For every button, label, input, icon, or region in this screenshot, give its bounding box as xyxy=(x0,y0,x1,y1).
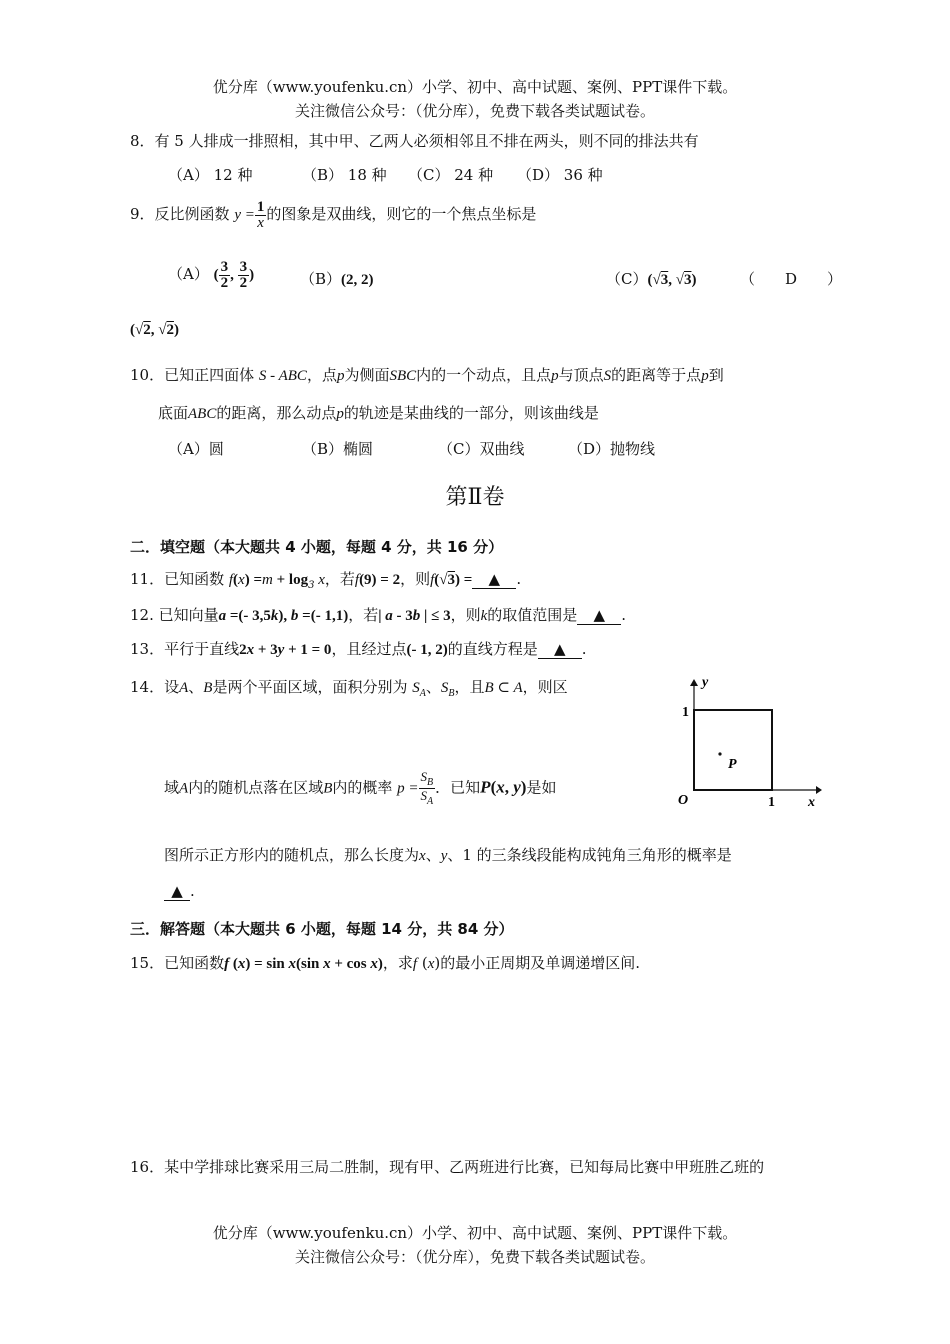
y-axis-arrow-icon xyxy=(690,679,698,686)
q16: 16．某中学排球比赛采用三局二胜制，现有甲、乙两班进行比赛，已知每局比赛中甲班胜乙班的 xyxy=(130,1158,765,1176)
q8-option-d: （D） 36 种 xyxy=(517,166,603,184)
q15: 15．已知函数f (x) = sin x(sin x + cos x)，求f (x)的最小正周期及单调递增区间. xyxy=(130,954,640,972)
point-p-label: P xyxy=(728,757,737,772)
q13-answer-blank[interactable]: ▲ xyxy=(538,640,582,659)
q10-line-2: 底面ABC的距离，那么动点p的轨迹是某曲线的一部分，则该曲线是 xyxy=(158,404,599,422)
q9-option-d-value: (√2, √2) xyxy=(130,322,179,338)
q9-option-c: （C）(√3, √3) xyxy=(606,270,697,288)
q14-line-3: 图所示正方形内的随机点，那么长度为x、y、1 的三条线段能构成钝角三角形的概率是 xyxy=(164,846,732,864)
q14-line-2: 域A内的随机点落在区域B内的概率 p = $\frac{S_B}{S_A}$ ．已知P(x, y)是如 xyxy=(164,769,557,807)
q9-option-b: （B）(2, 2) xyxy=(300,270,374,288)
q9-option-a: （A） ( $\frac{3}{2}$ , $\frac{3}{2}$ ) xyxy=(168,259,255,291)
q8-option-c: （C） 24 种 xyxy=(408,166,494,184)
x-axis-label: x xyxy=(808,795,815,810)
unit-square xyxy=(694,710,772,790)
q14-line-1: 14．设A、B是两个平面区域，面积分别为 $S_A$、$S_B$，且B ⊂ A，则区 xyxy=(130,678,568,699)
section-2-title: 第Ⅱ卷 xyxy=(445,485,505,510)
q14-unit-square-figure xyxy=(670,672,830,812)
q10-line-1: 10．已知正四面体 S - ABC，点p为侧面SBC内的一个动点，且点p与顶点S的距离等于点p到 xyxy=(130,366,724,384)
point-p-dot xyxy=(718,752,721,755)
q13: 13．平行于直线2x + 3y + 1 = 0，且经过点(- 1, 2)的直线方程是 ▲ . xyxy=(130,640,587,658)
q12: 12. 已知向量a =(- 3,5k), b =(- 1,1)，若| a - 3b | ≤ 3，则k的取值范围是 ▲ . xyxy=(130,606,627,624)
q8-option-b: （B） 18 种 xyxy=(302,166,387,184)
q9-suffix: 的图象是双曲线，则它的一个焦点坐标是 xyxy=(266,204,537,223)
q9-stem xyxy=(130,200,536,231)
q9-option-d: （ D ） xyxy=(740,270,843,288)
section-3-heading: 三．解答题（本大题共 6 小题，每题 14 分，共 84 分） xyxy=(130,920,514,938)
q12-answer-blank[interactable]: ▲ xyxy=(577,606,621,625)
footer-line-2: 关注微信公众号：（优分库），免费下载各类试题试卷。 xyxy=(294,1248,655,1266)
header-line-2: 关注微信公众号：（优分库），免费下载各类试题试卷。 xyxy=(294,102,655,120)
section-2-heading: 二．填空题（本大题共 4 小题，每题 4 分，共 16 分） xyxy=(130,538,504,556)
q10-option-b: （B）椭圆 xyxy=(302,440,374,458)
q11: 11．已知函数 $f(x) =m + \log_3 x$，若f(9) = 2，则f(√3) = ▲ . xyxy=(130,570,522,591)
footer-line-1: 优分库（www.youfenku.cn）小学、初中、高中试题、案例、PPT课件下载。 xyxy=(212,1224,738,1242)
q8-option-a: （A） 12 种 xyxy=(168,166,253,184)
header-line-1: 优分库（www.youfenku.cn）小学、初中、高中试题、案例、PPT课件下载。 xyxy=(212,78,738,96)
q11-answer-blank[interactable]: ▲ xyxy=(472,570,516,589)
q9-formula: y = $\frac{1}{x}$ xyxy=(234,199,265,231)
y-tick-label: 1 xyxy=(682,705,689,720)
q10-option-a: （A）圆 xyxy=(168,440,224,458)
y-axis-label: y xyxy=(702,675,709,690)
q8-stem: 8．有 5 人排成一排照相，其中甲、乙两人必须相邻且不排在两头，则不同的排法共有 xyxy=(130,132,699,150)
x-axis-arrow-icon xyxy=(816,786,822,794)
origin-label: O xyxy=(678,793,689,808)
q14-line-4: ▲ . xyxy=(164,882,195,901)
q14-answer-blank[interactable]: ▲ xyxy=(164,882,190,901)
q10-option-c: （C）双曲线 xyxy=(438,440,525,458)
q9-prefix: 9．反比例函数 xyxy=(130,204,230,223)
x-tick-label: 1 xyxy=(768,795,775,810)
q10-option-d: （D）抛物线 xyxy=(568,440,656,458)
